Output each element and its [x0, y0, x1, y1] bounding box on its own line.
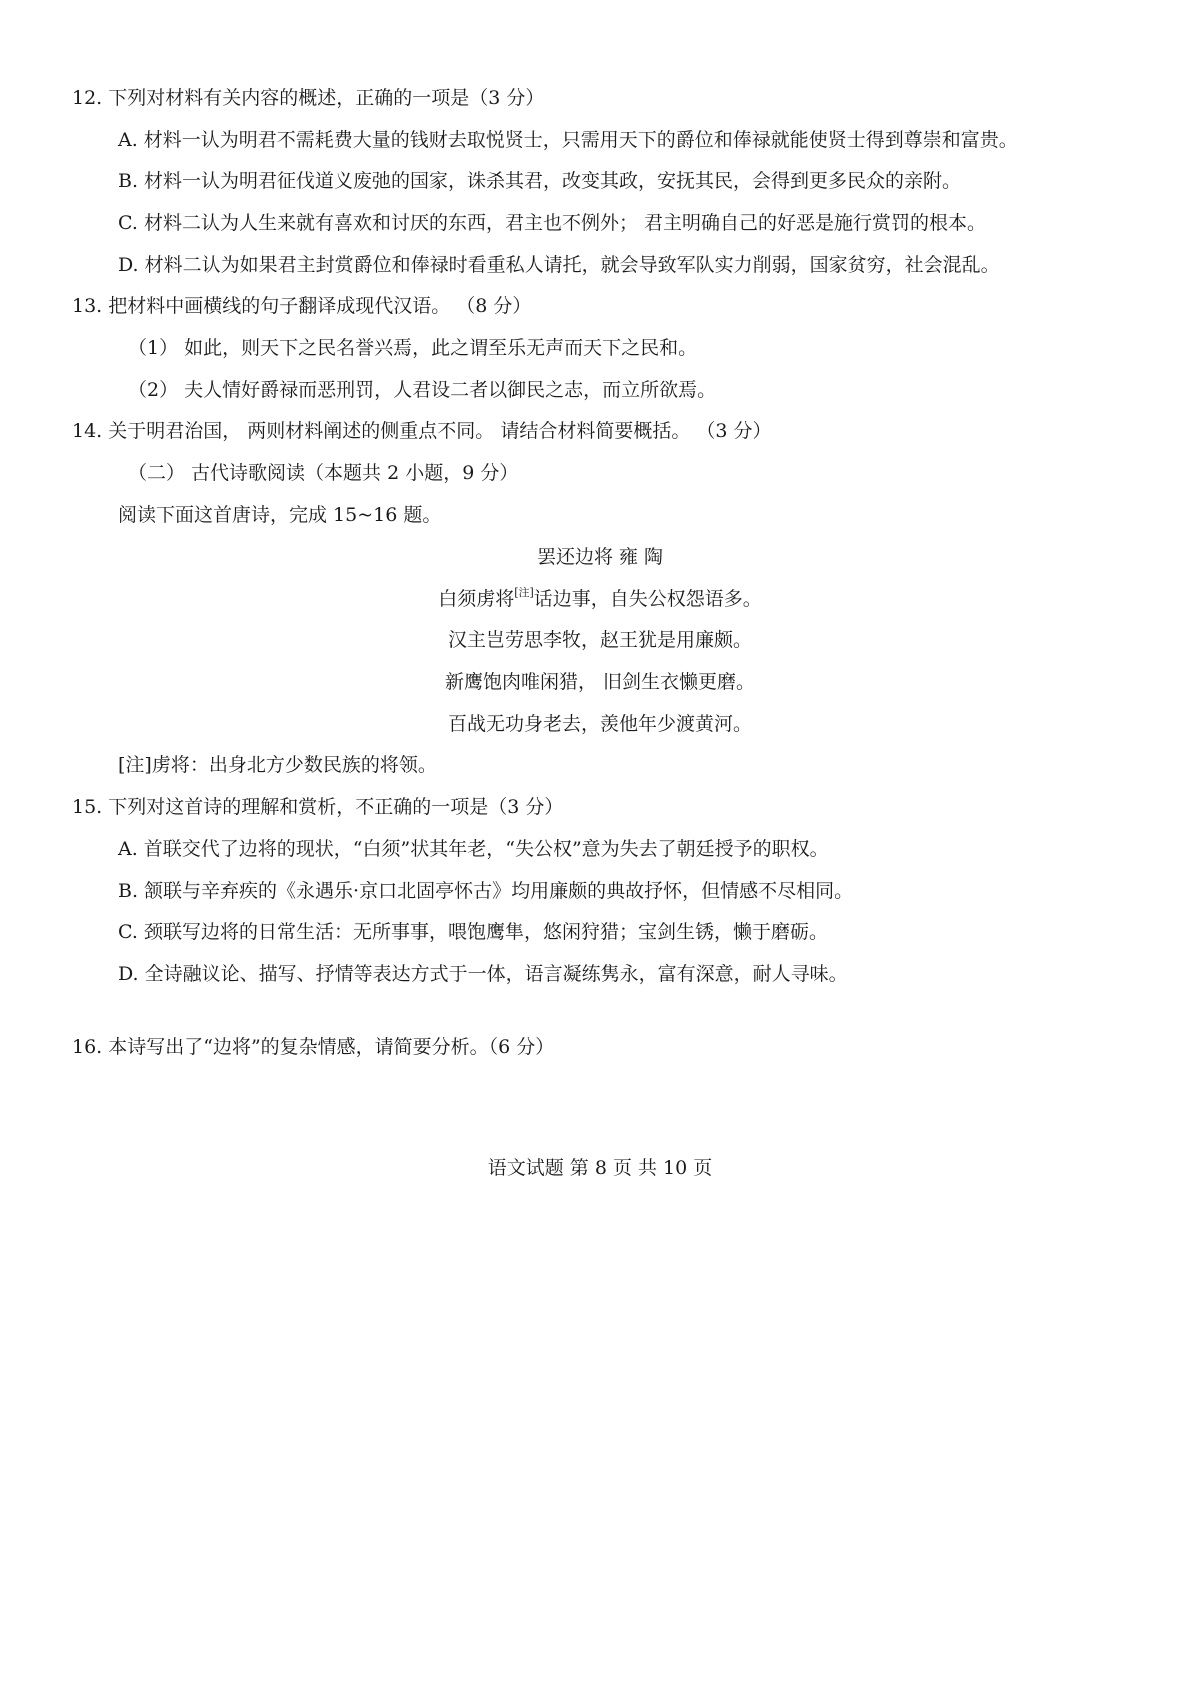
- poem-note-marker: [注]: [514, 585, 534, 599]
- poem-line-1-part-2: 话边事，自失公权怨语多。: [533, 588, 762, 610]
- question-12-stem: 12. 下列对材料有关内容的概述，正确的一项是（3 分）: [72, 87, 545, 109]
- question-16-stem: 16. 本诗写出了“边将”的复杂情感，请简要分析。（6 分）: [72, 1036, 555, 1058]
- question-15-stem: 15. 下列对这首诗的理解和赏析，不正确的一项是（3 分）: [72, 796, 564, 818]
- question-12-option-c: C. 材料二认为人生来就有喜欢和讨厌的东西，君主也不例外； 君主明确自己的好恶是施行赏罚的根本。: [118, 212, 986, 234]
- question-13-item-1: （1） 如此，则天下之民名誉兴焉，此之谓至乐无声而天下之民和。: [128, 337, 698, 359]
- poem-line-1: [0, 586, 1200, 612]
- question-15-option-c: C. 颈联写边将的日常生活：无所事事，喂饱鹰隼，悠闲狩猎；宝剑生锈，懒于磨砺。: [118, 921, 828, 943]
- poem-line-2: 汉主岂劳思李牧，赵王犹是用廉颇。: [447, 629, 752, 651]
- question-15-option-b: B. 颔联与辛弃疾的《永遇乐·京口北固亭怀古》均用廉颇的典故抒怀，但情感不尽相同。: [118, 880, 854, 902]
- poem-line-3: 新鹰饱肉唯闲猎， 旧剑生衣懒更磨。: [444, 671, 756, 693]
- poem-title: 罢还边将 雍 陶: [536, 546, 664, 568]
- question-14-stem: 14. 关于明君治国， 两则材料阐述的侧重点不同。 请结合材料简要概括。 （3 分）: [72, 420, 772, 442]
- question-12-option-a: A. 材料一认为明君不需耗费大量的钱财去取悦贤士，只需用天下的爵位和俸禄就能使贤士得到尊崇和富贵。: [118, 129, 1018, 151]
- question-13-item-2: （2） 夫人情好爵禄而恶刑罚，人君设二者以御民之志，而立所欲焉。: [128, 379, 717, 401]
- section-instruction: 阅读下面这首唐诗，完成 15~16 题。: [118, 504, 442, 526]
- question-12-option-d: D. 材料二认为如果君主封赏爵位和俸禄时看重私人请托，就会导致军队实力削弱，国家贫穷，社会混乱。: [118, 254, 1000, 276]
- question-12-option-b: B. 材料一认为明君征伐道义废弛的国家，诛杀其君，改变其政，安抚其民，会得到更多民众的亲附。: [118, 170, 962, 192]
- question-13-stem: 13. 把材料中画横线的句子翻译成现代汉语。 （8 分）: [72, 295, 532, 317]
- poem-line-4: 百战无功身老去，羡他年少渡黄河。: [447, 713, 752, 735]
- poem-line-1-part-1: 白须虏将: [438, 588, 515, 610]
- question-15-option-d: D. 全诗融议论、描写、抒情等表达方式于一体，语言凝练隽永，富有深意，耐人寻味。: [118, 963, 848, 985]
- poem-annotation: [注]虏将：出身北方少数民族的将领。: [118, 754, 437, 776]
- section-heading: （二） 古代诗歌阅读（本题共 2 小题，9 分）: [128, 462, 519, 484]
- page-footer: 语文试题 第 8 页 共 10 页: [487, 1157, 713, 1179]
- question-15-option-a: A. 首联交代了边将的现状，“白须”状其年老，“失公权”意为失去了朝廷授予的职权。: [118, 838, 829, 860]
